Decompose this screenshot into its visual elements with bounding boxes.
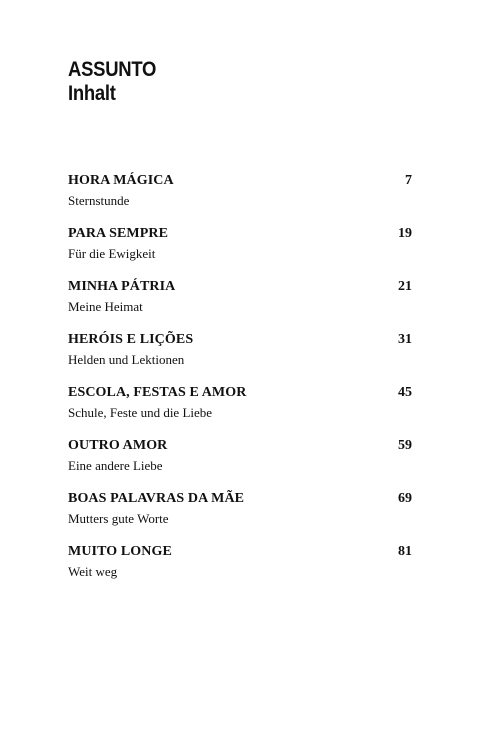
- toc-entry-page-number: 59: [398, 438, 412, 453]
- toc-entry-page-number: 21: [398, 279, 412, 294]
- toc-entry-page-number: 81: [398, 544, 412, 559]
- toc-entry-title: PARA SEMPRE: [68, 226, 169, 241]
- toc-entry-title: HERÓIS E LIÇÕES: [68, 332, 194, 347]
- toc-entry-subtitle: Mutters gute Worte: [68, 511, 169, 526]
- toc-entry[interactable]: [68, 384, 412, 437]
- toc-entry-title: ESCOLA, FESTAS E AMOR: [68, 385, 247, 400]
- heading-german: Inhalt: [68, 82, 116, 105]
- toc-entry[interactable]: [68, 225, 412, 278]
- toc-entry[interactable]: [68, 278, 412, 331]
- toc-entry-title: OUTRO AMOR: [68, 438, 168, 453]
- toc-entry-title: BOAS PALAVRAS DA MÃE: [68, 491, 245, 506]
- toc-entry-title: MUITO LONGE: [68, 544, 172, 559]
- toc-entry-page-number: 7: [405, 173, 412, 188]
- toc-entry-page-number: 45: [398, 385, 412, 400]
- table-of-contents: [68, 172, 412, 596]
- toc-entry[interactable]: [68, 331, 412, 384]
- toc-entry-page-number: 31: [398, 332, 412, 347]
- toc-entry-page-number: 19: [398, 226, 412, 241]
- toc-entry[interactable]: [68, 490, 412, 543]
- toc-entry-subtitle: Schule, Feste und die Liebe: [68, 405, 213, 420]
- toc-entry-title: MINHA PÁTRIA: [68, 279, 176, 294]
- toc-entry-page-number: 69: [398, 491, 412, 506]
- toc-entry[interactable]: [68, 543, 412, 596]
- toc-entry-subtitle: Meine Heimat: [68, 299, 143, 314]
- toc-entry-subtitle: Weit weg: [68, 564, 118, 579]
- toc-entry-subtitle: Für die Ewigkeit: [68, 246, 156, 261]
- page-heading: [68, 58, 156, 106]
- toc-entry[interactable]: [68, 172, 412, 225]
- toc-entry-title: HORA MÁGICA: [68, 173, 174, 188]
- toc-entry[interactable]: [68, 437, 412, 490]
- toc-entry-subtitle: Sternstunde: [68, 193, 130, 208]
- heading-portuguese: ASSUNTO: [68, 58, 157, 81]
- toc-entry-subtitle: Helden und Lektionen: [68, 352, 185, 367]
- toc-entry-subtitle: Eine andere Liebe: [68, 458, 163, 473]
